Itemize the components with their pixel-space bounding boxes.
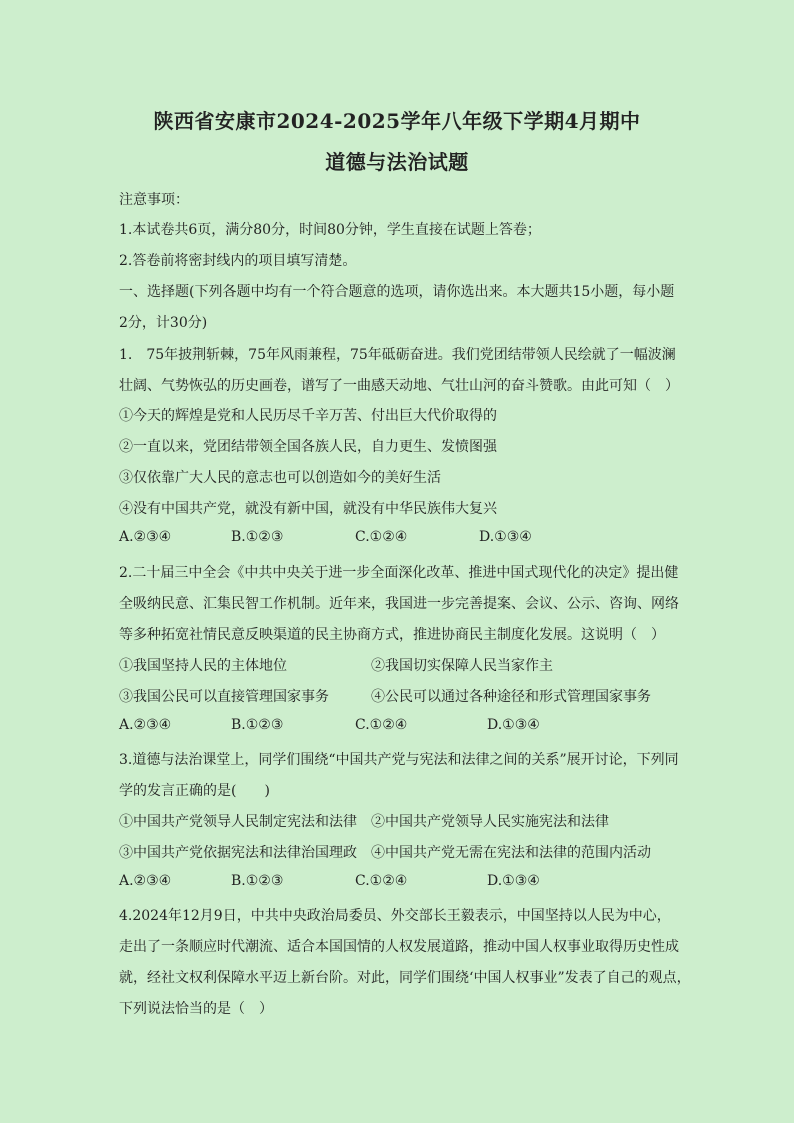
question-4-stem: 4.2024年12月9日，中共中央政治局委员、外交部长王毅表示，中国坚持以人民为中心， <box>119 908 671 924</box>
statement: ①今天的辉煌是党和人民历尽千辛万苦、付出巨大代价取得的 <box>119 408 497 424</box>
question-4-stem: 走出了一条顺应时代潮流、适合本国国情的人权发展道路，推动中国人权事业取得历史性成 <box>119 939 679 955</box>
option-b[interactable]: B.①②③ <box>231 717 284 733</box>
option-a[interactable]: A.②③④ <box>119 873 172 889</box>
statement: ②中国共产党领导人民实施宪法和法律 <box>371 814 609 830</box>
statement: ③中国共产党依据宪法和法律治国理政 <box>119 845 357 861</box>
question-3-stem: 3.道德与法治课堂上，同学们围绕“中国共产党与宪法和法律之间的关系”展开讨论，下列同 <box>119 752 679 768</box>
exam-title: 陕西省安康市2024-2025学年八年级下学期4月期中 <box>153 109 641 133</box>
statement: ④公民可以通过各种途径和形式管理国家事务 <box>371 689 651 705</box>
question-2-stem: 2.二十届三中全会《中共中央关于进一步全面深化改革、推进中国式现代化的决定》提出健 <box>119 565 679 581</box>
option-a[interactable]: A.②③④ <box>119 529 172 545</box>
option-b[interactable]: B.①②③ <box>231 529 284 545</box>
option-c[interactable]: C.①②④ <box>355 529 408 545</box>
option-d[interactable]: D.①③④ <box>487 717 540 733</box>
statement: ②一直以来，党团结带领全国各族人民，自力更生、发愤图强 <box>119 439 497 455</box>
option-d[interactable]: D.①③④ <box>487 873 540 889</box>
question-1-stem: 壮阔、气势恢弘的历史画卷，谱写了一曲感天动地、气壮山河的奋斗赞歌。由此可知（ ） <box>119 378 679 394</box>
option-c[interactable]: C.①②④ <box>355 717 408 733</box>
option-b[interactable]: B.①②③ <box>231 873 284 889</box>
statement: ④中国共产党无需在宪法和法律的范围内活动 <box>371 845 651 861</box>
statement: ①我国坚持人民的主体地位 <box>119 658 287 674</box>
exam-subject-title: 道德与法治试题 <box>325 150 469 174</box>
statement: ①中国共产党领导人民制定宪法和法律 <box>119 814 357 830</box>
section-heading: 2分，计30分) <box>119 315 208 331</box>
statement: ③我国公民可以直接管理国家事务 <box>119 689 329 705</box>
statement: ③仅依靠广大人民的意志也可以创造如今的美好生活 <box>119 470 441 486</box>
section-heading: 一、选择题(下列各题中均有一个符合题意的选项，请你选出来。本大题共15小题，每小题 <box>119 284 675 300</box>
option-a[interactable]: A.②③④ <box>119 717 172 733</box>
option-c[interactable]: C.①②④ <box>355 873 408 889</box>
notice-item: 2.答卷前将密封线内的项目填写清楚。 <box>119 253 357 269</box>
question-3-stem: 学的发言正确的是( ) <box>119 783 270 799</box>
notice-heading: 注意事项： <box>119 192 189 208</box>
option-d[interactable]: D.①③④ <box>479 529 532 545</box>
notice-item: 1.本试卷共6页，满分80分，时间80分钟，学生直接在试题上答卷； <box>119 222 541 238</box>
question-1-stem: 1. 75年披荆斩棘，75年风雨兼程，75年砥砺奋进。我们党团结带领人民绘就了一幅波澜 <box>119 347 676 363</box>
question-4-stem: 下列说法恰当的是（ ） <box>119 1001 273 1017</box>
question-2-stem: 等多种拓宽社情民意反映渠道的民主协商方式，推进协商民主制度化发展。这说明（ ） <box>119 627 665 643</box>
statement: ④没有中国共产党，就没有新中国，就没有中华民族伟大复兴 <box>119 501 497 517</box>
question-2-stem: 全吸纳民意、汇集民智工作机制。近年来，我国进一步完善提案、会议、公示、咨询、网络 <box>119 596 679 612</box>
question-4-stem: 就，经社文权利保障水平迈上新台阶。对此，同学们围绕‘中国人权事业”发表了自己的观点， <box>119 970 691 986</box>
statement: ②我国切实保障人民当家作主 <box>371 658 553 674</box>
